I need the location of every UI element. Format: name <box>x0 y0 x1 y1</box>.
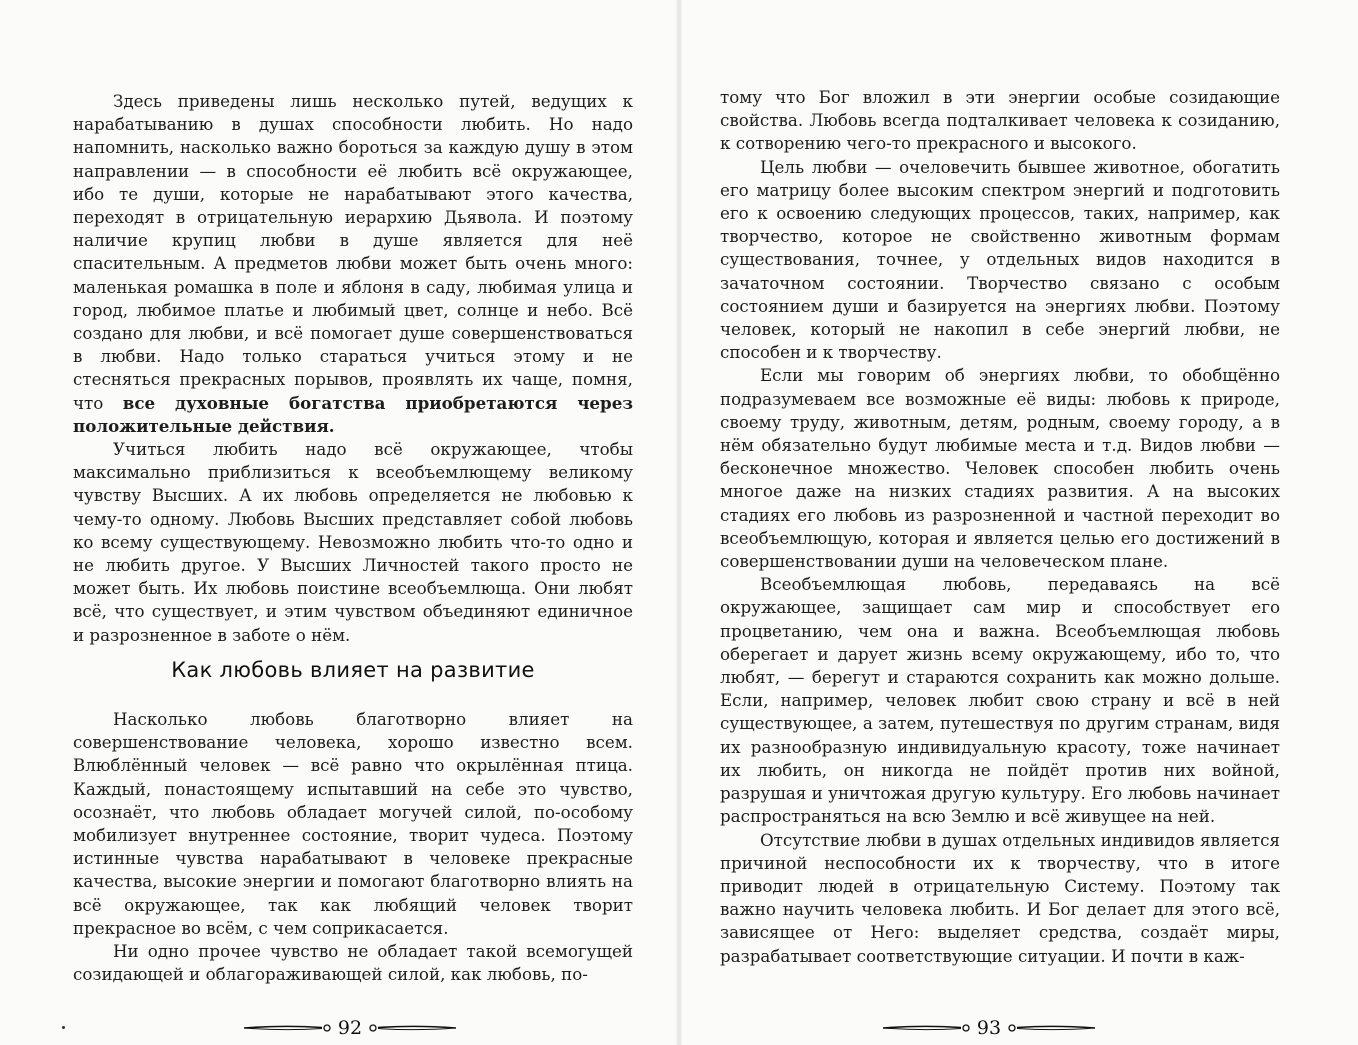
section-heading: Как любовь влияет на развитие <box>171 658 535 682</box>
paragraph: Цель любви — очеловечить бывшее животное, обогатить его матрицу более высоким спектром энергий и подготовить его к освоению следующих процессов, таких, например, как творчество, которое не свойственно животным формам существования, точнее, у отдельных видов находится в зачаточном состоянии. Творчество связано с особым состоянием души и базируется на энергиях любви. Поэтому человек, который не накопил в себе энергий любви, не способен и к творчеству. <box>720 156 1280 363</box>
paragraph: Если мы говорим об энергиях любви, то обобщённо подразумеваем все возможные её виды: любовь к природе, своему труду, животным, детям, родным, своему городу, а в нём обязательно будут любимые места и т.д. Видов любви — бесконечное множество. Человек способен любить очень многое даже на низких стадиях развития. А на высоких стадиях его любовь из разрозненной и частной переходит во всеобъемлющую, которая и является целью его достижений в совершенствовании души на человеческом плане. <box>720 365 1280 572</box>
ornament-right-icon <box>1005 1021 1095 1035</box>
left-text-block-top <box>73 90 633 647</box>
left-text-block-bottom <box>73 708 633 986</box>
page-number: 93 <box>976 1017 1002 1039</box>
paragraph: Учиться любить надо всё окружающее, чтобы максимально приблизиться к всеобъемлющему великому чувству Высших. А их любовь определяется не любовью к чему-то одному. Любовь Высших представляет собой любовь ко всему существующему. Невозможно любить что-то одно и не любить другое. У Высших Личностей такого просто не может быть. Их любовь поистине всеобъемлюща. Они любят всё, что существует, и этим чувством объединяют единичное и разрозненное в заботе о нём. <box>73 439 633 645</box>
ornament-left-icon <box>883 1021 973 1035</box>
paragraph: Ни одно прочее чувство не обладает такой всемогущей созидающей и облагораживающей силой, как любовь, по- <box>73 941 633 985</box>
ornament-left-icon <box>244 1021 334 1035</box>
paragraph: Всеобъемлющая любовь, передаваясь на всё окружающее, защищает сам мир и способствует его процветанию, чем она и важна. Всеобъемлющая любовь оберегает и дарует жизнь всему окружающему, ибо то, что любят, — берегут и стараются сохранить как можно дольше. Если, например, человек любит свою страну и всё в ней существующее, а затем, путешествуя по другим странам, видя их разнообразную индивидуальную красоту, тоже начинает их любить, он никогда не пойдёт против них войной, разрушая и уничтожая другую культуру. Его любовь начинает распространяться на всю Землю и всё живущее на ней. <box>720 574 1280 827</box>
right-text-block <box>720 86 1280 968</box>
paragraph: тому что Бог вложил в эти энергии особые созидающие свойства. Любовь всегда подталкивает человека к созиданию, к сотворению чего-то прекрасного и высокого. <box>720 87 1280 154</box>
paragraph: Насколько любовь благотворно влияет на совершенствование человека, хорошо известно всем. Влюблённый человек — всё равно что окрылённая птица. Каждый, понастоящему испытавший на себе это чувство, осознаёт, что любовь обладает могучей силой, по-особому мобилизует внутреннее состояние, творит чудеса. Поэтому истинные чувства нарабатывают в человеке прекрасные качества, высокие энергии и помогают благотворно влиять на всё окружающее, так как любящий человек творит прекрасное во всём, с чем соприкасается. <box>73 709 633 938</box>
stray-mark <box>62 1026 65 1029</box>
page-footer <box>230 1014 470 1042</box>
page-footer <box>869 1014 1109 1042</box>
paragraph: Здесь приведены лишь несколько путей, ведущих к нарабатыванию в душах способности любить. Но надо напомнить, насколько важно бороться за каждую душу в этом направлении — в способности её любить всё окружающее, ибо те души, которые не нарабатывают этого качества, переходят в отрицательную иерархию Дьявола. И поэтому наличие крупиц любви в душе является для неё спасительным. А предметов любви может быть очень много: маленькая ромашка в поле и яблоня в саду, любимая улица и город, любимое платье и любимый цвет, солнце и небо. Всё создано для любви, и всё помогает душе совершенствоваться в любви. Надо только стараться учиться этому и не стесняться прекрасных порывов, проявлять их чаще, помня, что все духовные богатства приобретаются через положительные действия. <box>73 91 633 436</box>
paragraph: Отсутствие любви в душах отдельных индивидов является причиной неспособности их к творчеству, что в итоге приводит людей в отрицательную Систему. Поэтому так важно научить человека любить. И Бог делает для этого всё, зависящее от Него: выделяет средства, создаёт миры, разрабатывает соответствующие ситуации. И почти в каж- <box>720 829 1280 966</box>
ornament-right-icon <box>366 1021 456 1035</box>
bold-phrase: все духовные богатства приобретаются через положительные действия. <box>73 392 633 436</box>
page-number: 92 <box>337 1017 363 1039</box>
right-page <box>679 0 1358 1045</box>
